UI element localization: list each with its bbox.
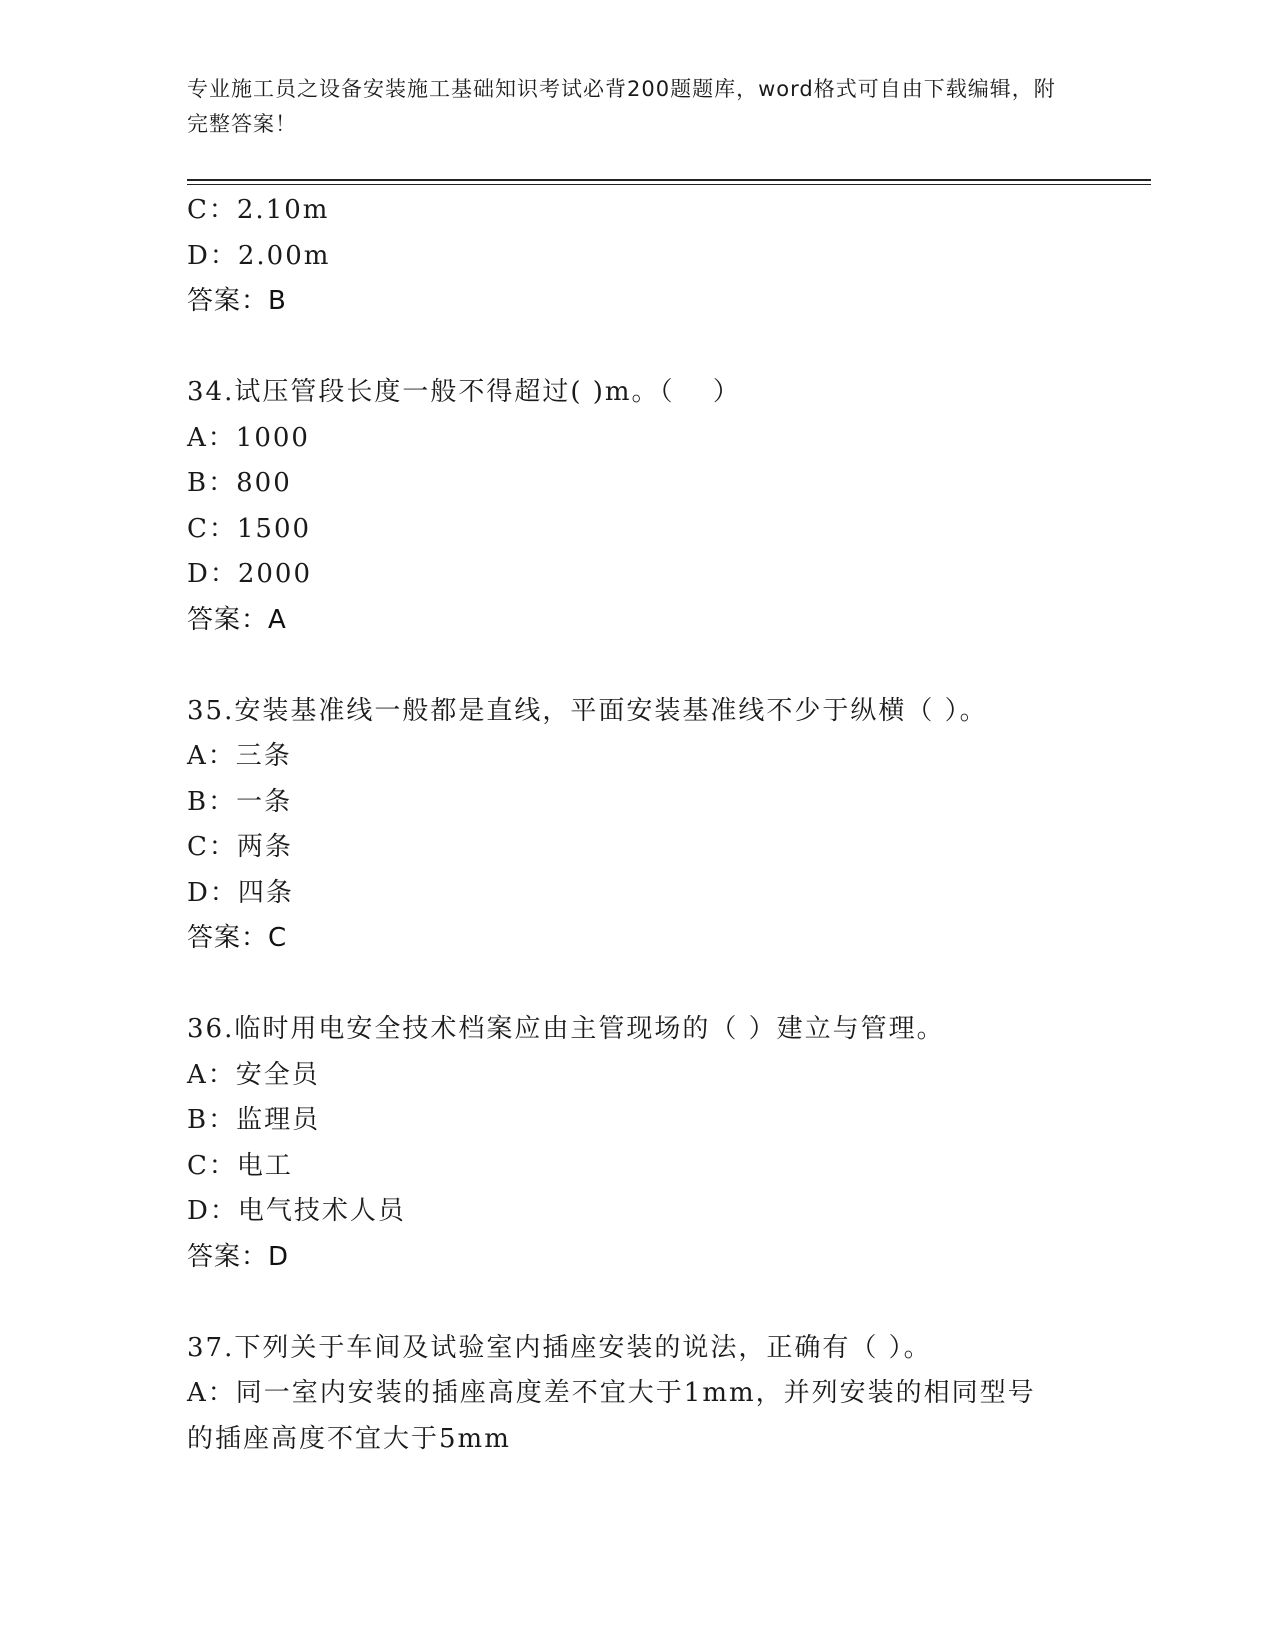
option-b: B：800 — [187, 468, 292, 498]
question-36 — [187, 1007, 1087, 1280]
question-33-tail — [187, 188, 1087, 325]
question-stem: 34.试压管段长度一般不得超过( )m。（ ） — [187, 377, 741, 407]
question-stem: 36.临时用电安全技术档案应由主管现场的（ ）建立与管理。 — [187, 1014, 945, 1044]
answer-label: 答案：A — [187, 604, 287, 635]
question-37 — [187, 1326, 1087, 1463]
option-c: C：2.10m — [187, 195, 330, 225]
spacer — [187, 1280, 1087, 1326]
option-c: C：1500 — [187, 513, 312, 544]
answer-label: 答案：D — [187, 1241, 290, 1272]
question-stem: 35.安装基准线一般都是直线，平面安装基准线不少于纵横（ ）。 — [187, 695, 988, 726]
option-d: D：2000 — [187, 559, 313, 589]
option-d: D：2.00m — [187, 240, 331, 271]
question-35 — [187, 689, 1087, 962]
question-stem: 37.下列关于车间及试验室内插座安装的说法，正确有（ ）。 — [187, 1332, 932, 1363]
spacer — [187, 325, 1087, 371]
option-a: A：三条 — [187, 741, 292, 771]
option-b: B：一条 — [187, 786, 293, 817]
spacer — [187, 962, 1087, 1008]
option-b: B：监理员 — [187, 1105, 321, 1135]
option-c: C：两条 — [187, 832, 293, 862]
header-divider-thick — [187, 179, 1151, 181]
option-a: A：安全员 — [187, 1059, 320, 1090]
answer-label: 答案：C — [187, 923, 288, 953]
option-d: D：电气技术人员 — [187, 1196, 406, 1226]
spacer — [187, 643, 1087, 689]
option-c: C：电工 — [187, 1150, 293, 1181]
question-34 — [187, 370, 1087, 643]
header-divider-thin — [187, 184, 1151, 185]
option-a: A：同一室内安装的插座高度差不宜大于1mm，并列安装的相同型号的插座高度不宜大于5mm — [187, 1378, 1036, 1454]
option-a: A：1000 — [187, 422, 310, 453]
option-d: D：四条 — [187, 877, 294, 908]
document-header-title: 专业施工员之设备安装施工基础知识考试必背200题题库，word格式可自由下载编辑，附完整答案！ — [187, 77, 1056, 136]
answer-label: 答案：B — [187, 286, 287, 316]
question-content — [187, 188, 1087, 1462]
